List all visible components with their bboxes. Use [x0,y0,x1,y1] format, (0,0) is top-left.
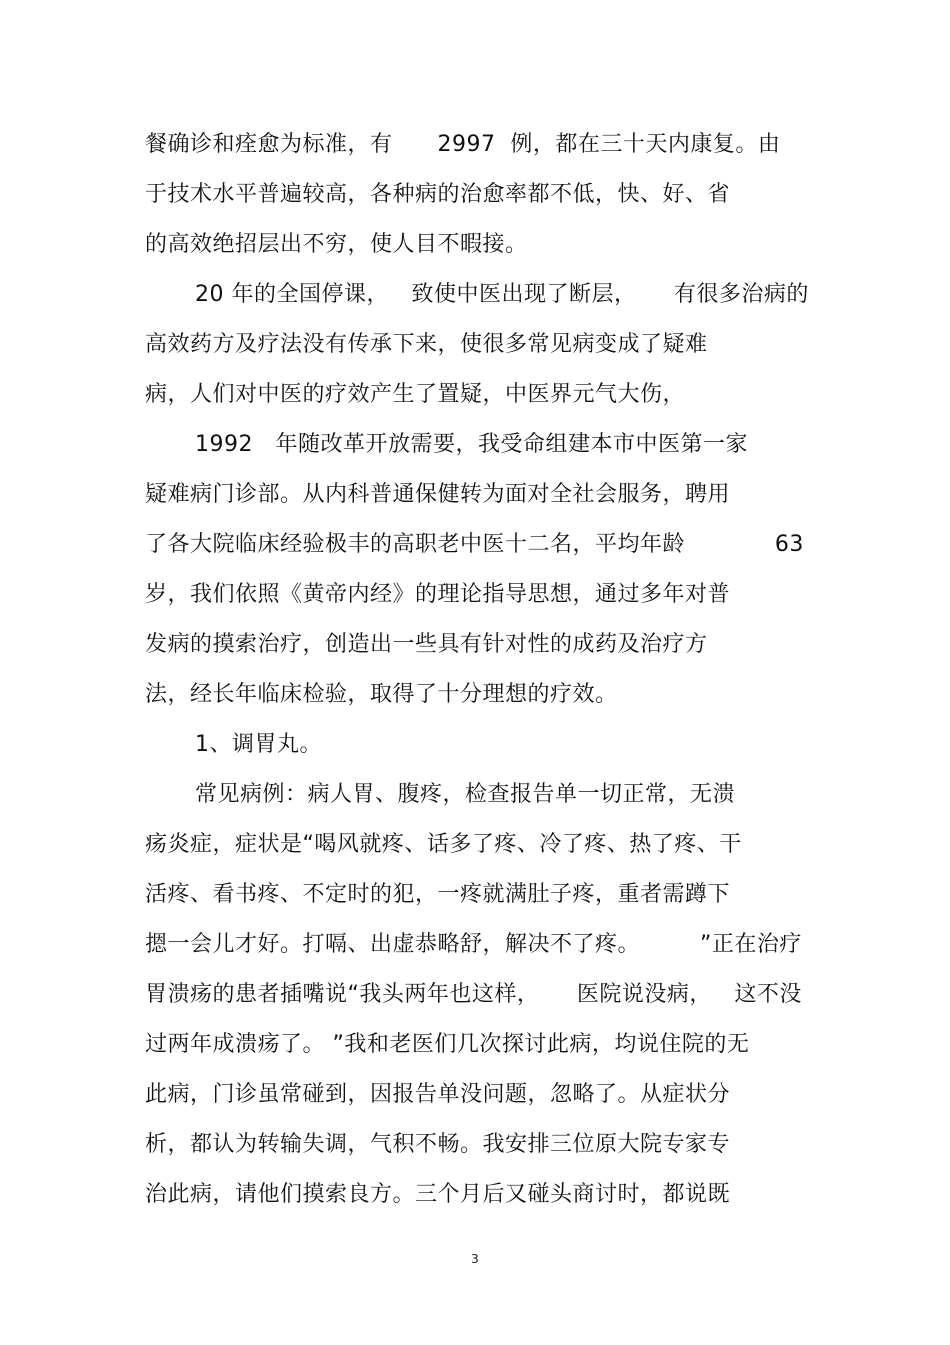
text-line: 疡炎症，症状是“喝风就疼、话多了疼、冷了疼、热了疼、干 [145,832,742,857]
text-line: 活疼、看书疼、不定时的犯，一疼就满肚子疼，重者需蹲下 [145,882,731,907]
text-line: 发病的摸索治疗，创造出一些具有针对性的成药及治疗方 [145,632,708,657]
text-line: 治此病，请他们摸索良方。三个月后又碰头商讨时，都说既 [145,1182,731,1207]
text-line: 法，经长年临床检验，取得了十分理想的疗效。 [145,682,618,707]
text-line: 析，都认为转输失调，气积不畅。我安排三位原大院专家专 [145,1132,731,1157]
text-line: 胃溃疡的患者插嘴说“我头两年也这样， 医院说没病， 这不没 [145,982,802,1007]
text-line: 此病，门诊虽常碰到，因报告单没问题，忽略了。从症状分 [145,1082,731,1107]
text-line: 病，人们对中医的疗效产生了置疑，中医界元气大伤， [145,382,686,407]
text-line: 1、调胃丸。 [195,732,322,757]
text-line: 过两年成溃疡了。 ”我和老医们几次探讨此病，均说住院的无 [145,1032,750,1057]
text-line: 高效药方及疗法没有传承下来，使很多常见病变成了疑难 [145,332,708,357]
text-line: 常见病例：病人胃、腹疼，检查报告单一切正常，无溃 [195,782,736,807]
text-line: 餐确诊和痊愈为标准，有 2997 例，都在三十天内康复。由 [145,132,781,157]
text-line: 摁一会儿才好。打嗝、出虚恭略舒，解决不了疼。 ”正在治疗 [145,932,802,957]
text-line: 疑难病门诊部。从内科普通保健转为面对全社会服务，聘用 [145,482,731,507]
text-line: 1992 年随改革开放需要，我受命组建本市中医第一家 [195,432,748,457]
text-line: 的高效绝招层出不穷，使人目不暇接。 [145,232,528,257]
page-number: 3 [471,1252,479,1266]
text-line: 岁，我们依照《黄帝内经》的理论指导思想，通过多年对普 [145,582,731,607]
text-line: 了各大院临床经验极丰的高职老中医十二名，平均年龄 63 [145,532,804,557]
text-line: 20 年的全国停课， 致使中医出现了断层， 有很多治病的 [195,282,809,307]
text-line: 于技术水平普遍较高，各种病的治愈率都不低，快、好、省 [145,182,731,207]
